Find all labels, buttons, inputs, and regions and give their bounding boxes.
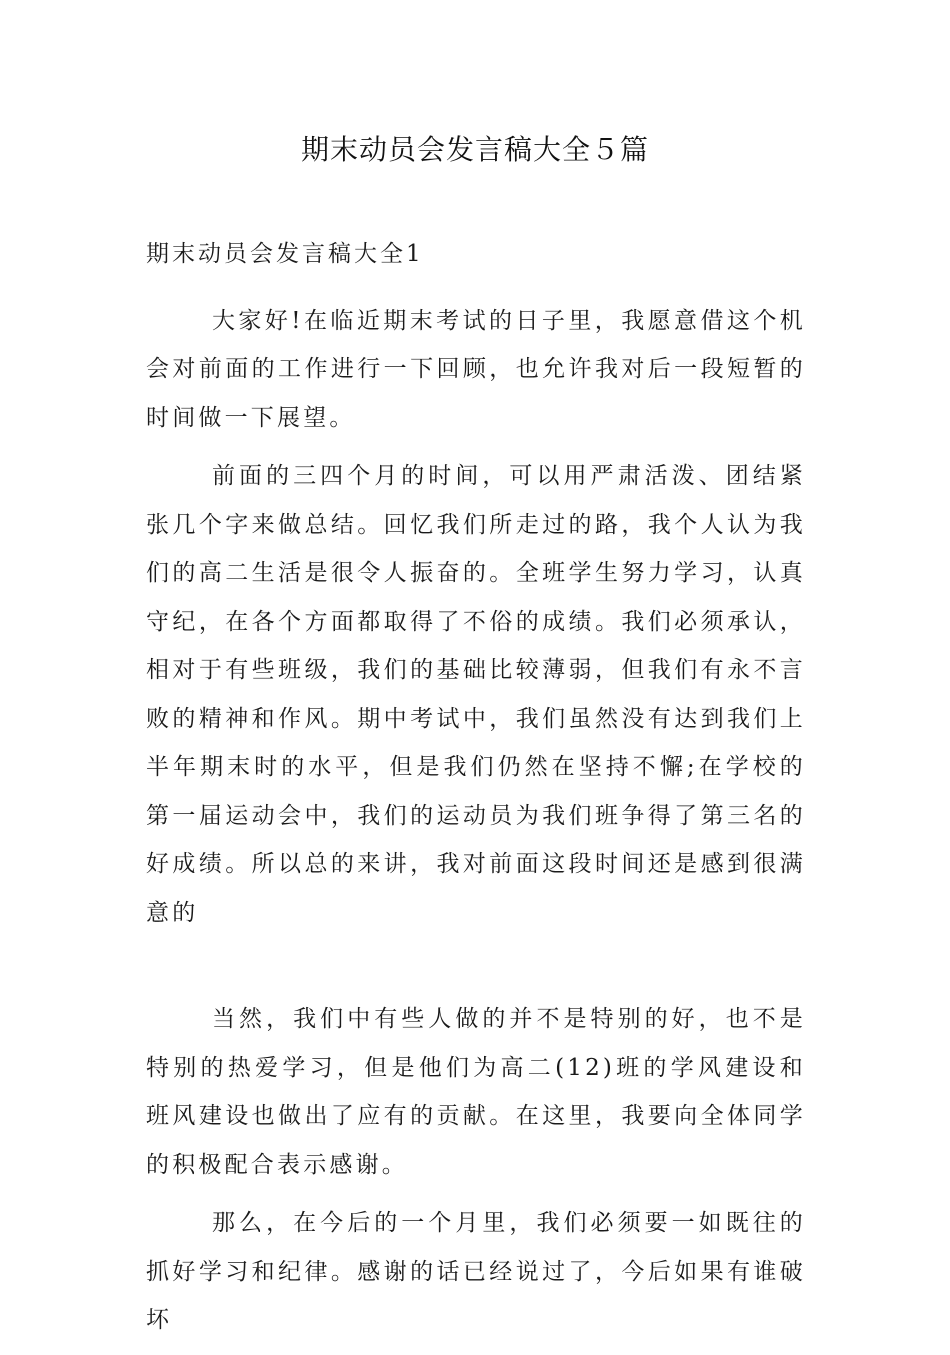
section-heading: 期末动员会发言稿大全1: [146, 241, 424, 267]
paragraph-review: 前面的三四个月的时间，可以用严肃活泼、团结紧张几个字来做总结。回忆我们所走过的路，我个人认为我们的高二生活是很令人振奋的。全班学生努力学习，认真守纪，在各个方面都取得了不俗的成绩。我们必须承认，相对于有些班级，我们的基础比较薄弱，但我们有永不言败的精神和作风。期中考试中，我们虽然没有达到我们上半年期末时的水平，但是我们仍然在坚持不懈;在学校的第一届运动会中，我们的运动员为我们班争得了第三名的好成绩。所以总的来讲，我对前面这段时间还是感到很满意的: [146, 463, 806, 926]
paragraph-greeting: 大家好!在临近期末考试的日子里，我愿意借这个机会对前面的工作进行一下回顾，也允许我对后一段短暂的时间做一下展望。: [146, 307, 806, 431]
paragraph-outlook: 那么，在今后的一个月里，我们必须要一如既往的抓好学习和纪律。感谢的话已经说过了，今后如果有谁破坏: [146, 1210, 806, 1333]
document-body: [146, 230, 806, 1355]
document-title: 期末动员会发言稿大全５篇: [300, 133, 649, 166]
paragraph-thanks: 当然，我们中有些人做的并不是特别的好，也不是特别的热爱学习，但是他们为高二(12)班的学风建设和班风建设也做出了应有的贡献。在这里，我要向全体同学的积极配合表示感谢。: [146, 1006, 806, 1178]
